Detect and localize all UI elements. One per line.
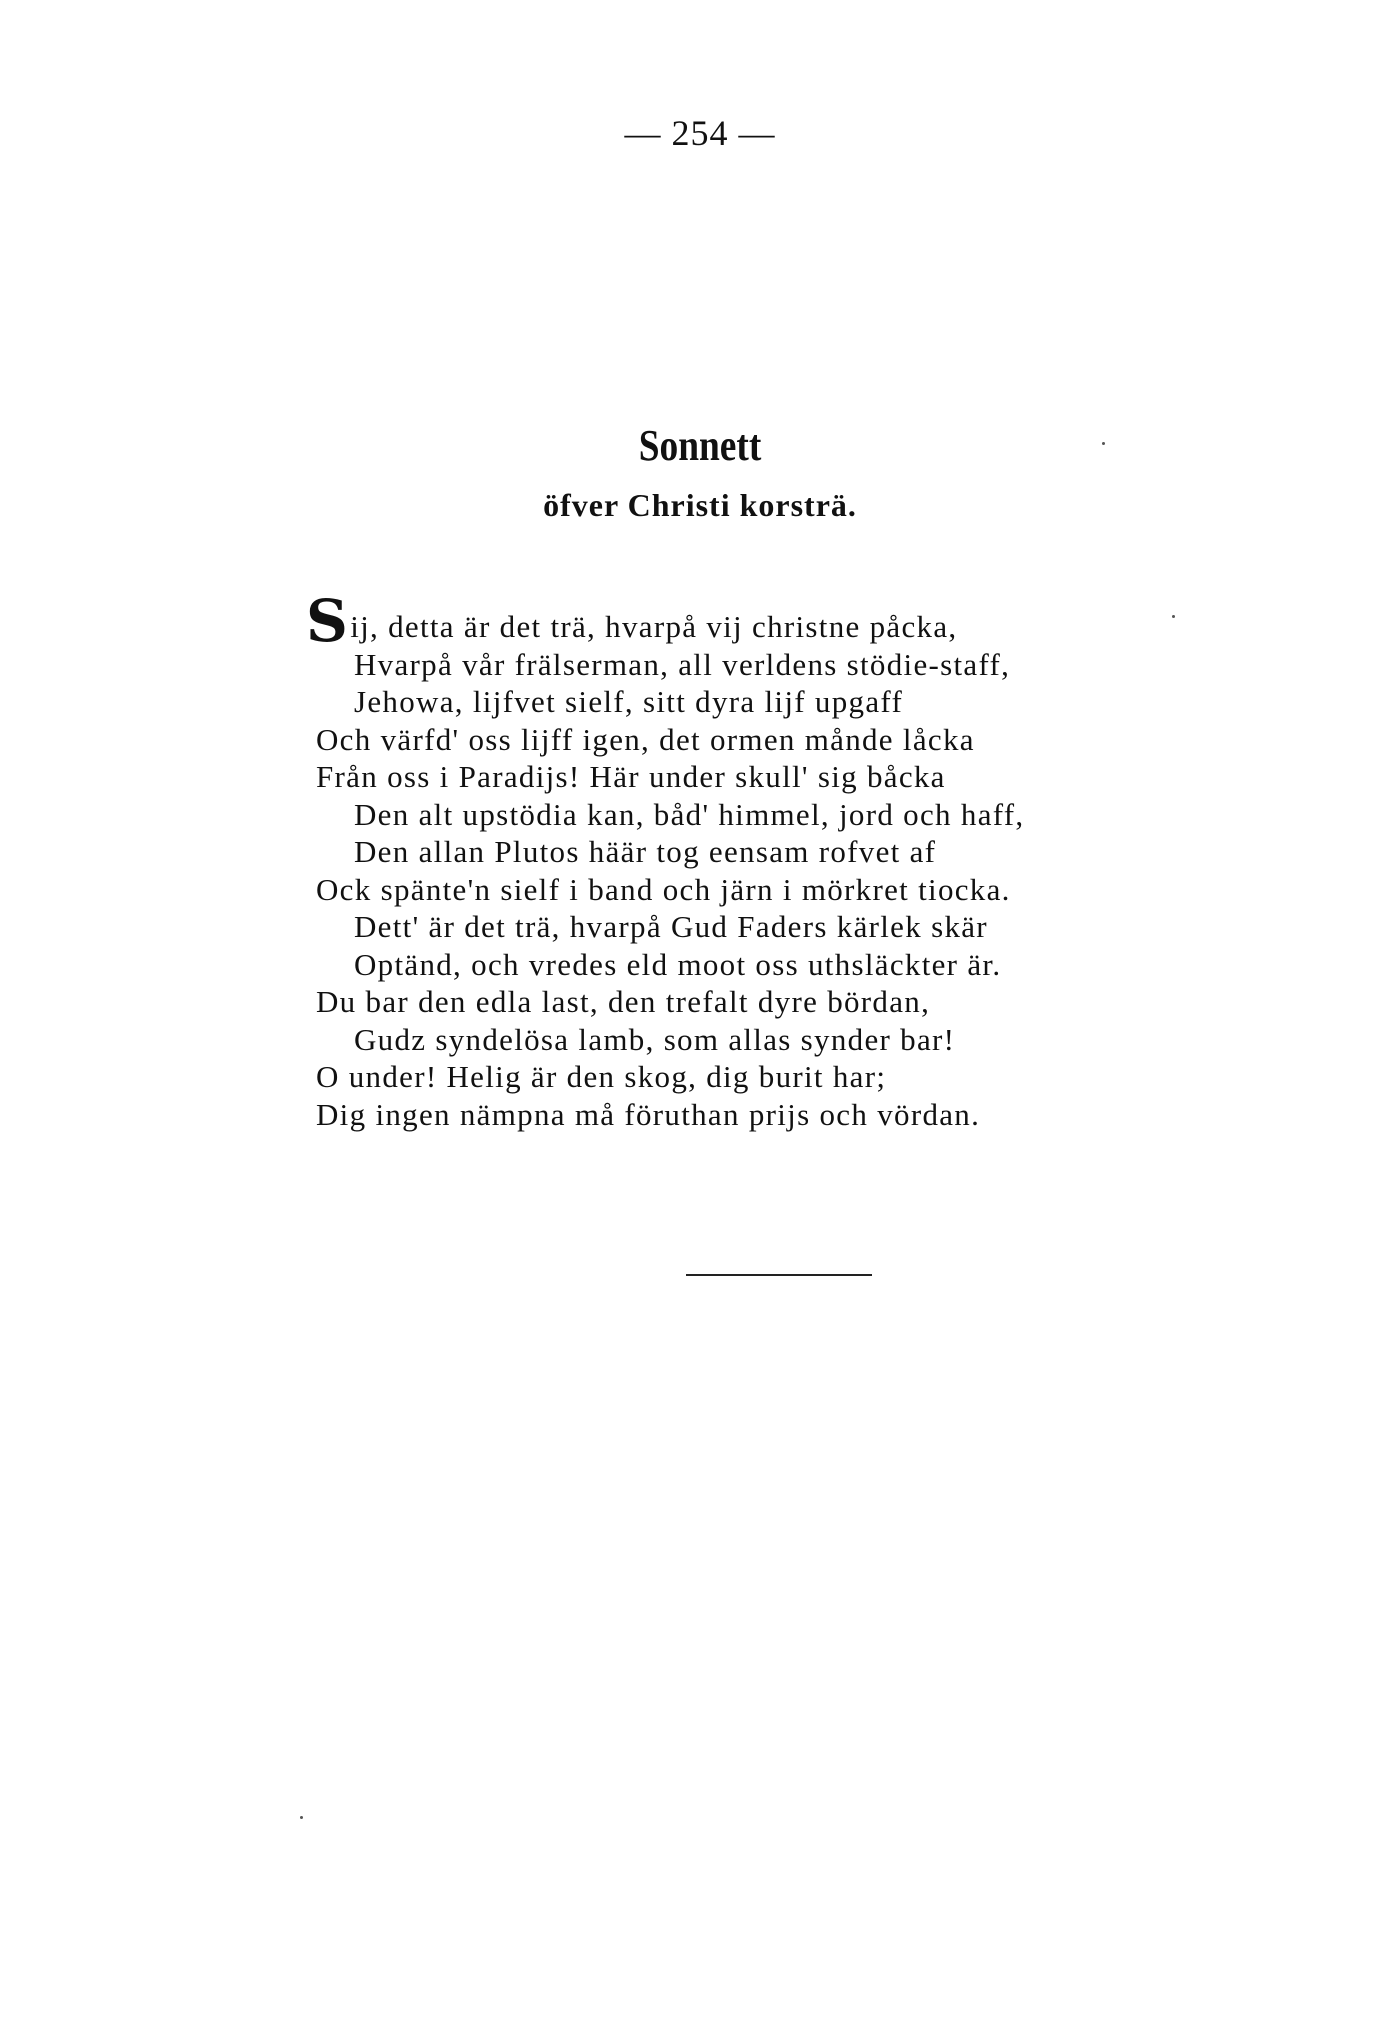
poem-line: Och värfd' oss lijff igen, det ormen månde låcka [316, 721, 975, 757]
poem-line: Gudz syndelösa lamb, som allas synder bar! [354, 1021, 956, 1057]
drop-cap: S [306, 587, 350, 655]
poem-line: Den alt upstödia kan, båd' himmel, jord och haff, [354, 796, 1025, 832]
print-speck [1102, 442, 1105, 445]
section-divider [686, 1274, 872, 1276]
print-speck [300, 1816, 303, 1819]
sonnet-body [306, 587, 1156, 1133]
poem-line: Optänd, och vredes eld moot oss uthsläckter är. [354, 946, 1002, 982]
page-number: — 254 — [624, 113, 776, 153]
poem-line: Dig ingen nämpna må föruthan prijs och vördan. [316, 1096, 981, 1132]
poem-line [306, 587, 1156, 655]
poem-line: Hvarpå vår frälserman, all verldens stödie-staff, [354, 646, 1011, 682]
poem-title: Sonnett [638, 421, 762, 470]
poem-line: O under! Helig är den skog, dig burit har; [316, 1059, 887, 1094]
poem-line-text: ij, detta är det trä, hvarpå vij christne påcka, [350, 609, 958, 644]
poem-line: Dett' är det trä, hvarpå Gud Faders kärlek skär [354, 909, 988, 944]
poem-line: Jehowa, lijfvet sielf, sitt dyra lijf upgaff [354, 684, 904, 719]
poem-line: Den allan Plutos häär tog eensam rofvet af [354, 834, 937, 869]
poem-line: Ock spänte'n sielf i band och järn i mörkret tiocka. [316, 871, 1011, 907]
poem-line: Från oss i Paradijs! Här under skull' sig båcka [316, 759, 946, 794]
print-speck [1172, 615, 1175, 618]
poem-subtitle: öfver Christi korsträ. [543, 487, 857, 523]
poem-line: Du bar den edla last, den trefalt dyre bördan, [316, 984, 931, 1019]
